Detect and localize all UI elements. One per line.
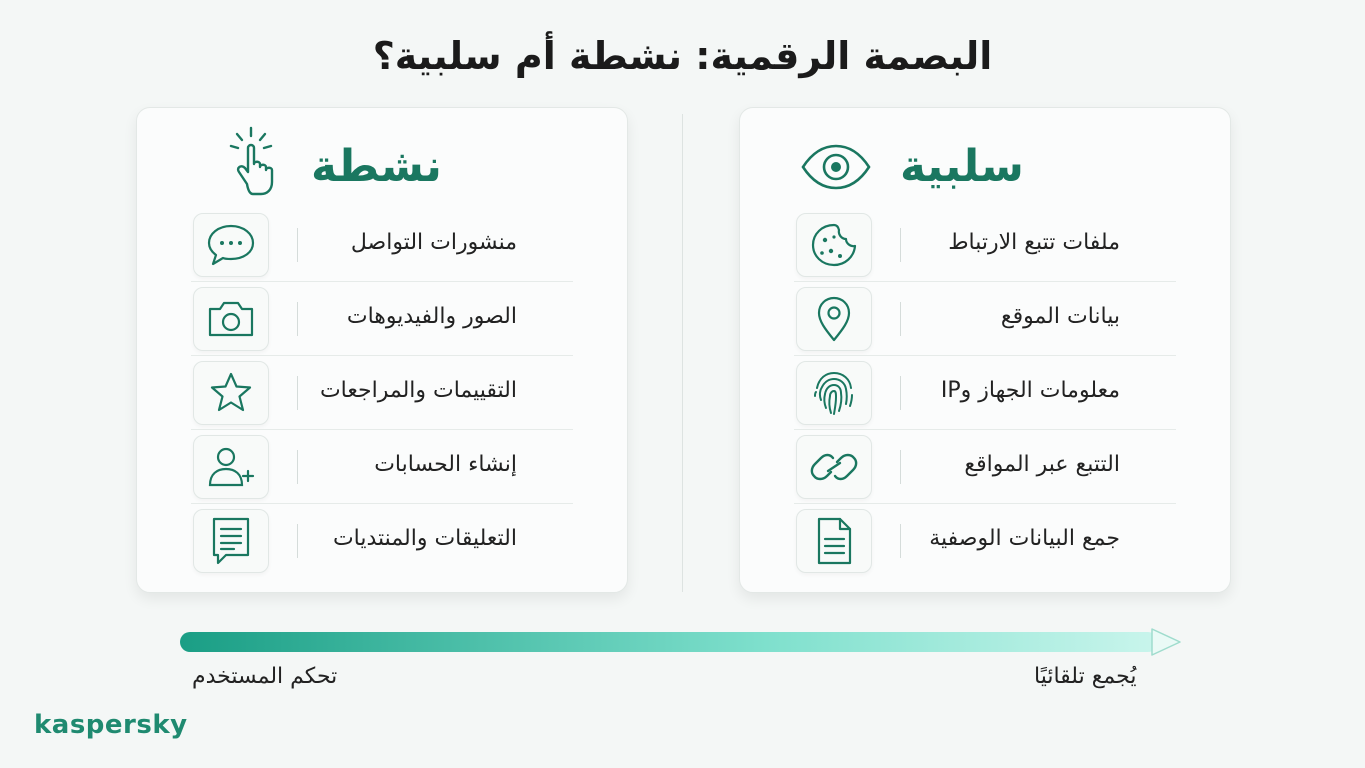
- active-card: [136, 107, 628, 593]
- list-item-label: الصور والفيديوهات: [346, 304, 517, 329]
- list-item: [794, 504, 1176, 578]
- list-item: [191, 430, 573, 504]
- location-pin-icon: [796, 287, 872, 351]
- list-item-label: بيانات الموقع: [1000, 304, 1120, 329]
- list-item-label: إنشاء الحسابات: [374, 452, 517, 477]
- pointer-tap-icon: [221, 122, 291, 206]
- fingerprint-icon: [796, 361, 872, 425]
- passive-card-header: [740, 134, 1230, 204]
- list-item-label: ملفات تتبع الارتباط: [948, 230, 1120, 255]
- center-divider: [682, 114, 683, 592]
- list-item: [794, 282, 1176, 356]
- scale-left-label: تحكم المستخدم: [192, 664, 338, 689]
- list-item-label: جمع البيانات الوصفية: [929, 526, 1120, 551]
- active-card-title: نشطة: [311, 141, 442, 192]
- cookie-icon: [796, 213, 872, 277]
- active-card-header: [137, 134, 627, 204]
- passive-card-title: سلبية: [900, 141, 1024, 192]
- list-item: [191, 356, 573, 430]
- list-item: [794, 356, 1176, 430]
- passive-card: [739, 107, 1231, 593]
- scale-right-label: يُجمع تلقائيًا: [1034, 664, 1137, 689]
- arrow-head-icon: [1150, 627, 1184, 661]
- page-title: البصمة الرقمية: نشطة أم سلبية؟: [372, 34, 993, 78]
- add-user-icon: [193, 435, 269, 499]
- list-item: [191, 208, 573, 282]
- comment-document-icon: [193, 509, 269, 573]
- list-item-label: التعليقات والمنتديات: [332, 526, 517, 551]
- list-item: [794, 430, 1176, 504]
- list-item: [191, 282, 573, 356]
- chat-bubble-icon: [193, 213, 269, 277]
- list-item-label: منشورات التواصل: [350, 230, 517, 255]
- list-item-label: التتبع عبر المواقع: [964, 452, 1120, 477]
- brand-logo: kaspersky: [34, 710, 188, 740]
- list-item: [794, 208, 1176, 282]
- list-item-label: معلومات الجهاز وIP: [940, 378, 1120, 403]
- camera-icon: [193, 287, 269, 351]
- eye-icon: [800, 142, 872, 196]
- star-icon: [193, 361, 269, 425]
- spectrum-arrow: [180, 632, 1158, 652]
- document-icon: [796, 509, 872, 573]
- list-item-label: التقييمات والمراجعات: [319, 378, 517, 403]
- list-item: [191, 504, 573, 578]
- link-icon: [796, 435, 872, 499]
